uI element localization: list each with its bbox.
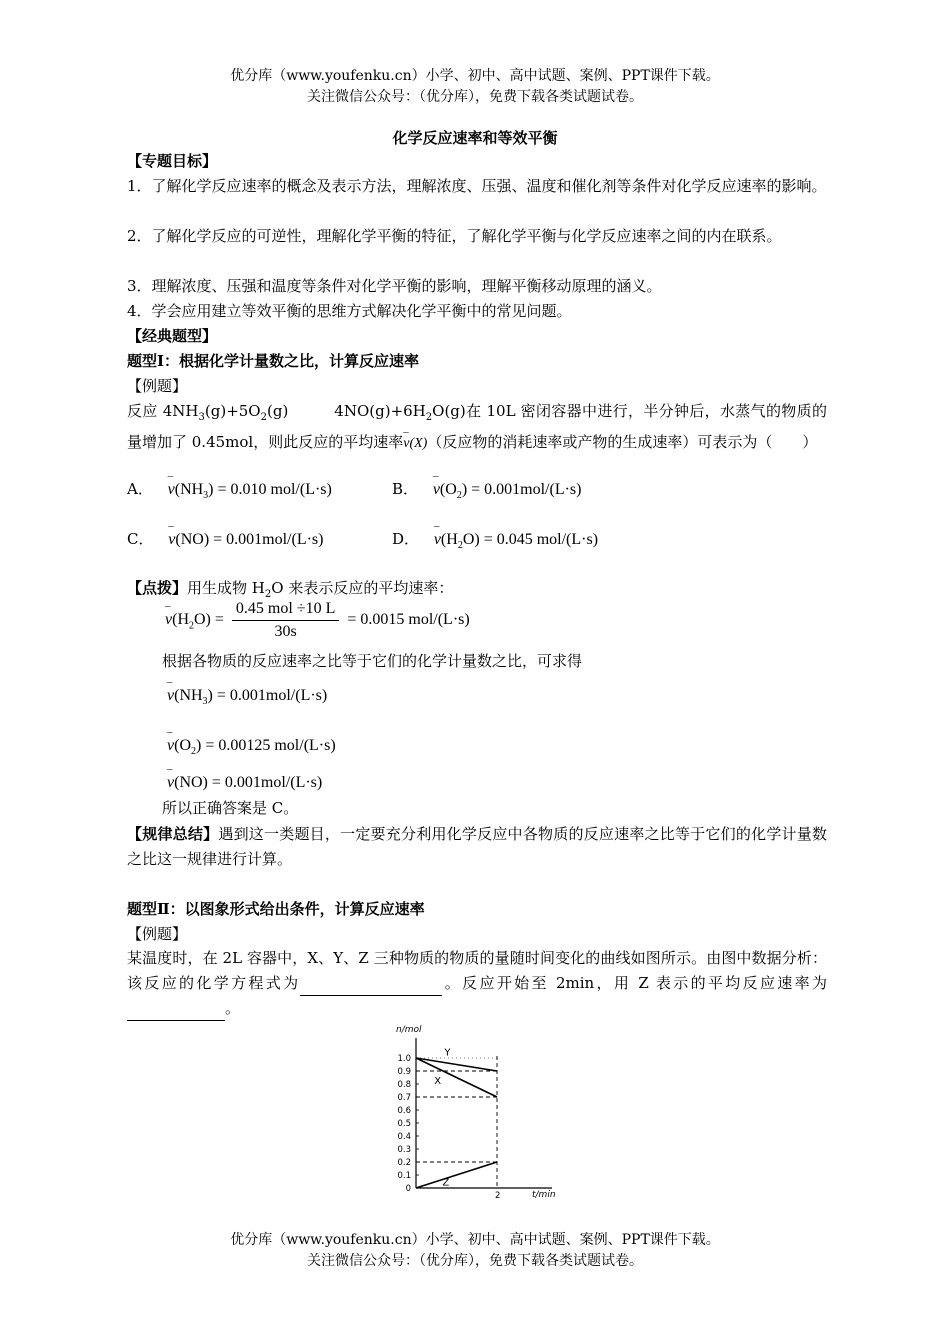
page-footer	[0, 1230, 950, 1272]
q2-text: 。	[225, 999, 241, 1017]
rate-value: ) = 0.001mol/(L·s)	[202, 774, 323, 791]
option-a	[127, 478, 332, 501]
y-tick-label: 0.7	[397, 1093, 411, 1103]
goal-item-4: 4．学会应用建立等效平衡的思维方式解决化学平衡中的常见问题。	[127, 302, 572, 320]
option-d	[392, 528, 598, 551]
q-part: 反应 4NH	[127, 402, 199, 420]
option-formula	[432, 481, 582, 502]
x-axis-label: t/min	[532, 1190, 556, 1200]
y-tick-label: 0.1	[397, 1171, 411, 1181]
species: (O	[174, 737, 191, 754]
x-tick-label: 2	[495, 1191, 501, 1200]
rate-value: ) = 0.001mol/(L·s)	[203, 531, 324, 548]
option-formula	[433, 531, 599, 552]
rate-value: ) = 0.010 mol/(L·s)	[208, 481, 332, 498]
type2-example-label: 【例题】	[127, 925, 188, 943]
y-tick-label: 1.0	[397, 1054, 411, 1064]
footer-line-2: 关注微信公众号：（优分库），免费下载各类试题试卷。	[307, 1253, 643, 1269]
species-sub: 3	[203, 490, 209, 502]
q-sub: 2	[260, 412, 267, 423]
type1-question	[127, 399, 827, 456]
rate-value: ) = 0.00125 mol/(L·s)	[196, 737, 336, 754]
document-title: 化学反应速率和等效平衡	[392, 129, 558, 147]
type1-heading: 题型Ⅰ：根据化学计量数之比，计算反应速率	[127, 352, 420, 370]
q-part: (g)	[266, 402, 289, 420]
species-sub: 2	[457, 540, 463, 552]
species: (NO	[174, 774, 203, 791]
types-heading: 【经典题型】	[127, 327, 218, 345]
goal-item-2: 2．了解化学反应的可逆性，理解化学平衡的特征，了解化学平衡与化学反应速率之间的内在联系。	[127, 227, 782, 245]
y-axis-label: n/mol	[396, 1025, 422, 1035]
tip-label: 【点拨】	[127, 579, 188, 597]
y-tick-label: 0.6	[397, 1106, 411, 1116]
q-part: （反应物的消耗速率或产物的生成速率）可表示为（ ）	[427, 433, 818, 451]
q-part: (g)+5O	[204, 402, 261, 420]
type1-example-label: 【例题】	[127, 377, 188, 395]
summary-text: 遇到这一类题目，一定要充分利用化学反应中各物质的反应速率之比等于它们的化学计量数之比这一规律进行计算。	[127, 825, 827, 868]
v-bar: – v	[165, 611, 172, 629]
summary	[127, 822, 827, 872]
summary-label: 【规律总结】	[127, 825, 219, 843]
species: (NH	[174, 687, 203, 704]
fraction-numerator: 0.45 mol ÷10 L	[232, 600, 339, 621]
option-label: A．	[127, 480, 153, 498]
answer-text: 所以正确答案是 C。	[162, 799, 299, 817]
series-label-y: Y	[444, 1047, 451, 1059]
tip-text: O 来表示反应的平均速率：	[271, 579, 454, 597]
ratio-text: 根据各物质的反应速率之比等于它们的化学计量数之比，可求得	[162, 652, 583, 670]
type2-question	[127, 946, 827, 1021]
q-part: O(g)在 10L 密闭容器中进行，半分钟后，水蒸气的物质的量增加了 0.45mol，则此反应的平均速率	[127, 402, 827, 451]
q-part: 4NO(g)+6H	[334, 402, 426, 420]
header-line-1: 优分库（www.youfenku.cn）小学、初中、高中试题、案例、PPT课件下载。	[230, 68, 720, 84]
calc-sub: 2	[189, 620, 194, 632]
v-bar: – v	[167, 737, 174, 755]
goal-item-3: 3．理解浓度、压强和温度等条件对化学平衡的影响，理解平衡移动原理的涵义。	[127, 277, 662, 295]
v-bar: – v	[167, 774, 174, 792]
species-sub: 3	[202, 696, 208, 708]
y-tick-label: 0.4	[397, 1132, 411, 1142]
v-bar: – v	[168, 531, 175, 549]
option-label: B．	[392, 480, 419, 498]
tip-text: 用生成物 H	[187, 579, 265, 597]
species-sub: 2	[456, 490, 462, 502]
footer-line-1: 优分库（www.youfenku.cn）小学、初中、高中试题、案例、PPT课件下载。	[230, 1232, 720, 1248]
option-label: C．	[127, 530, 154, 548]
calc-lhs: O) =	[194, 611, 224, 629]
goals-heading: 【专题目标】	[127, 152, 218, 170]
goal-item-1: 1．了解化学反应速率的概念及表示方法，理解浓度、压强、温度和催化剂等条件对化学反应速率的影响。	[127, 177, 827, 195]
species-sub: 2	[191, 746, 196, 758]
rate-value: O) = 0.045 mol/(L·s)	[462, 531, 599, 548]
y-tick-label: 0	[405, 1184, 411, 1194]
result-nh3	[167, 687, 327, 707]
option-label: D．	[392, 530, 420, 548]
result-no	[167, 774, 322, 794]
rate-value: ) = 0.001mol/(L·s)	[207, 687, 328, 704]
q-sub: 3	[198, 412, 205, 423]
y-tick-label: 0.2	[397, 1158, 411, 1168]
v-bar: – v	[167, 687, 174, 705]
y-tick-label: 0.9	[397, 1067, 411, 1077]
series-line-z	[416, 1162, 497, 1188]
result-o2	[167, 737, 336, 757]
species: (H	[440, 531, 458, 548]
vx-symbol: – v(X)	[403, 431, 427, 456]
calc-fraction	[232, 600, 339, 641]
y-tick-label: 0.5	[397, 1119, 411, 1129]
q2-text: 某温度时，在 2L 容器中，X、Y、Z 三种物质的物质的量随时间变化的曲线如图所示。由图中数据分析：该反应的化学方程式为	[127, 949, 827, 992]
answer-blank-rate[interactable]	[127, 1020, 225, 1021]
species: (O	[439, 481, 457, 498]
v-bar: – v	[168, 481, 175, 499]
page-header	[0, 66, 950, 108]
y-tick-label: 0.3	[397, 1145, 411, 1155]
answer-blank-equation[interactable]	[300, 995, 442, 996]
rate-value: ) = 0.001mol/(L·s)	[461, 481, 582, 498]
type2-heading: 题型Ⅱ：以图象形式给出条件，计算反应速率	[127, 900, 425, 918]
q-sub: 2	[425, 412, 433, 423]
amount-time-chart	[370, 1020, 570, 1200]
v-bar: – v	[434, 531, 441, 549]
species: (NH	[174, 481, 204, 498]
header-line-2: 关注微信公众号：（优分库），免费下载各类试题试卷。	[307, 89, 643, 105]
y-tick-label: 0.8	[397, 1080, 411, 1090]
option-formula	[167, 481, 332, 502]
option-formula	[168, 531, 323, 548]
option-c	[127, 528, 323, 551]
calc-lhs: (H	[172, 611, 189, 629]
q2-text: 。反应开始至 2min，用 Z 表示的平均反应速率为	[442, 974, 827, 992]
series-label-z: Z	[442, 1177, 450, 1189]
series-label-x: X	[434, 1076, 442, 1087]
tip-sub: 2	[264, 589, 272, 600]
v-bar: – v	[433, 481, 440, 499]
calc-equation	[165, 600, 470, 641]
calc-rhs: = 0.0015 mol/(L·s)	[347, 611, 470, 629]
option-b	[392, 478, 581, 501]
species: (NO	[175, 531, 204, 548]
fraction-denominator: 30s	[274, 623, 297, 640]
